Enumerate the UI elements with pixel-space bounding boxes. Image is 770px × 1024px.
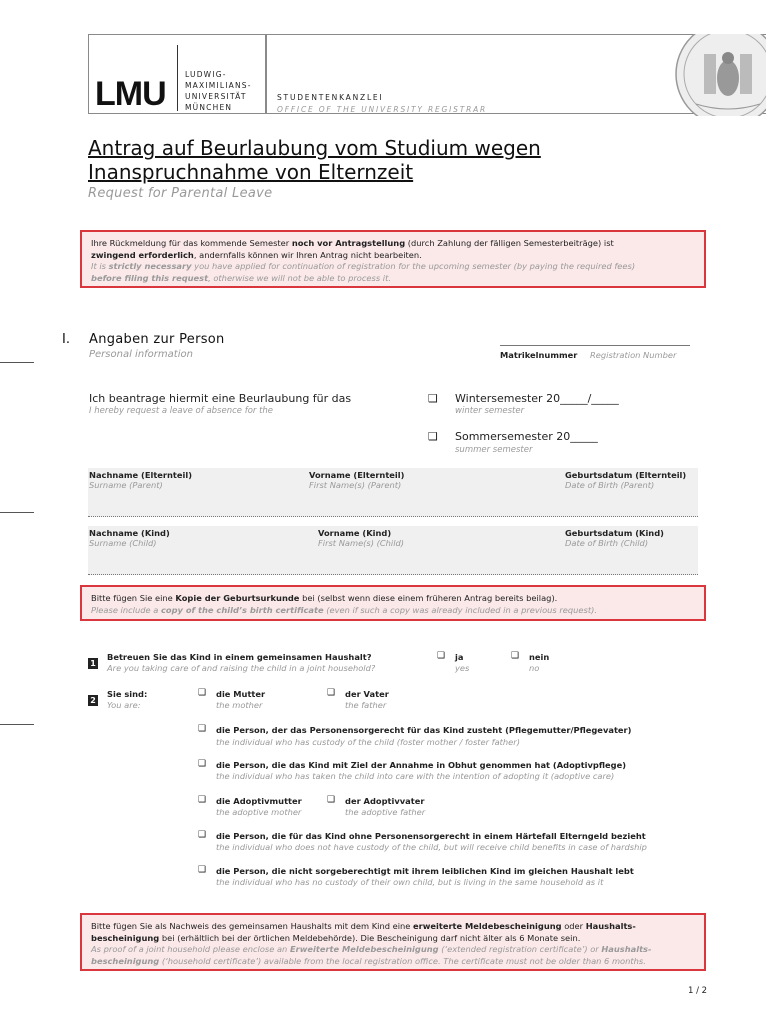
option-adoptive-care-label: die Person, die das Kind mit Ziel der Annahme in Obhut genommen hat (Adoptivpflege) [216, 760, 626, 770]
notice-birth-certificate: Bitte fügen Sie eine Kopie der Geburtsurkunde bei (selbst wenn diese einem früheren Antrag bereits beilag). Please include a copy of the child’s birth certificate (even if such a copy was already included in a previous request). [80, 585, 706, 621]
question-2-label: Sie sind: [107, 689, 148, 699]
question-2-number: 2 [88, 688, 98, 707]
matrikel-label: Matrikelnummer Registration Number [500, 350, 677, 360]
option-mother-checkbox[interactable]: ❑ [198, 688, 207, 698]
option-hardship-label-en: the individual who does not have custody of the child, but will receive child benefits in case of hardship [216, 842, 647, 852]
option-no-custody-label-en: the individual who has no custody of their own child, but is living in the same household as it [216, 877, 604, 887]
child-firstname-field[interactable]: Vorname (Kind) First Name(s) (Child) [318, 528, 405, 548]
form-subtitle: Request for Parental Leave [88, 186, 273, 201]
summer-semester-label: Sommersemester 20_____ [455, 430, 598, 443]
margin-fold-mark [0, 512, 34, 513]
winter-semester-checkbox[interactable]: ❑ [428, 392, 438, 405]
question-1-number: 1 [88, 651, 98, 670]
option-adoptive-father-label: der Adoptivvater [345, 796, 425, 806]
page-number: 1 / 2 [688, 986, 708, 996]
q1-yes-checkbox[interactable]: ❑ [437, 651, 446, 661]
summer-semester-label-en: summer semester [455, 445, 533, 455]
child-surname-field[interactable]: Nachname (Kind) Surname (Child) [89, 528, 170, 548]
q1-no-label-en: no [529, 663, 540, 673]
option-no-custody-label: die Person, die nicht sorgeberechtigt mit ihrem leiblichen Kind im gleichen Haushalt lebt [216, 866, 634, 876]
office-box [266, 34, 766, 114]
option-adoptive-father-label-en: the adoptive father [345, 807, 426, 817]
section-number: I. [62, 332, 70, 347]
question-1-label-en: Are you taking care of and raising the child in a joint household? [107, 663, 376, 673]
parent-firstname-field[interactable]: Vorname (Elternteil) First Name(s) (Parent) [309, 470, 405, 490]
option-custodian-label-en: the individual who has custody of the child (foster mother / foster father) [216, 737, 520, 747]
margin-fold-mark [0, 724, 34, 725]
office-name-de: STUDENTENKANZLEI [277, 93, 384, 102]
option-adoptive-mother-label-en: the adoptive mother [216, 807, 302, 817]
question-1-label: Betreuen Sie das Kind in einem gemeinsamen Haushalt? [107, 652, 372, 662]
matrikel-input-line[interactable] [500, 345, 690, 346]
university-seal-icon [666, 34, 766, 116]
option-adoptive-father-checkbox[interactable]: ❑ [327, 795, 336, 805]
parent-birthdate-field[interactable]: Geburtsdatum (Elternteil) Date of Birth (Parent) [565, 470, 687, 490]
winter-semester-label-en: winter semester [455, 406, 525, 416]
section-title: Angaben zur Person [89, 332, 225, 347]
notice-household-proof: Bitte fügen Sie als Nachweis des gemeinsamen Haushalts mit dem Kind eine erweiterte Meldebescheinigung oder Haushalts- bescheinigung bei (erhältlich bei der örtlichen Meldebehörde). Die Bescheinigung darf nicht älter als 6 Monate sein. As proof of a joint household please enclose an Erweiterte Meldebescheinigung (‘extended registration certificate’) or Haushalts- bescheinigung (‘household certificate’) available from the local registration office. The certificate must not be older than 6 months. [80, 913, 706, 971]
option-adoptive-mother-label: die Adoptivmutter [216, 796, 302, 806]
leave-request-label: Ich beantrage hiermit eine Beurlaubung für das [89, 392, 352, 405]
option-hardship-label: die Person, die für das Kind ohne Personensorgerecht in einem Härtefall Elterngeld bezieht [216, 831, 646, 841]
q1-yes-label-en: yes [455, 663, 470, 673]
notice-reregistration: Ihre Rückmeldung für das kommende Semester noch vor Antragstellung (durch Zahlung der fälligen Semesterbeiträge) ist zwingend erforderlich, andernfalls können wir Ihren Antrag nicht bearbeiten. It is strictly necessary you have applied for continuation of registration for the upcoming semester (by paying the required fees) before filing this request, otherwise we will not be able to process it. [80, 230, 706, 288]
option-adoptive-care-checkbox[interactable]: ❑ [198, 759, 207, 769]
office-name-en: OFFICE OF THE UNIVERSITY REGISTRAR [277, 105, 488, 114]
form-title: Antrag auf Beurlaubung vom Studium wegen Inanspruchnahme von Elternzeit [88, 136, 541, 184]
logo-divider [177, 45, 178, 111]
q1-no-checkbox[interactable]: ❑ [511, 651, 520, 661]
option-adoptive-care-label-en: the individual who has taken the child into care with the intention of adopting it (adoptive care) [216, 771, 615, 781]
option-father-checkbox[interactable]: ❑ [327, 688, 336, 698]
lmu-logo: LMU [95, 75, 166, 113]
option-father-label: der Vater [345, 689, 389, 699]
option-hardship-checkbox[interactable]: ❑ [198, 830, 207, 840]
option-father-label-en: the father [345, 700, 387, 710]
option-no-custody-checkbox[interactable]: ❑ [198, 865, 207, 875]
child-birthdate-field[interactable]: Geburtsdatum (Kind) Date of Birth (Child) [565, 528, 664, 548]
university-name: LUDWIG- MAXIMILIANS- UNIVERSITÄT MÜNCHEN [185, 70, 252, 112]
summer-semester-checkbox[interactable]: ❑ [428, 430, 438, 443]
question-2-label-en: You are: [107, 700, 141, 710]
option-mother-label: die Mutter [216, 689, 266, 699]
option-custodian-checkbox[interactable]: ❑ [198, 724, 207, 734]
option-mother-label-en: the mother [216, 700, 263, 710]
parent-surname-field[interactable]: Nachname (Elternteil) Surname (Parent) [89, 470, 193, 490]
q1-no-label: nein [529, 652, 550, 662]
lmu-logo-box [88, 34, 266, 114]
section-subtitle: Personal information [89, 349, 193, 360]
margin-fold-mark [0, 362, 34, 363]
winter-semester-label: Wintersemester 20_____/_____ [455, 392, 619, 405]
q1-yes-label: ja [455, 652, 464, 662]
option-custodian-label: die Person, der das Personensorgerecht für das Kind zusteht (Pflegemutter/Pflegevater) [216, 725, 632, 735]
option-adoptive-mother-checkbox[interactable]: ❑ [198, 795, 207, 805]
leave-request-label-en: I hereby request a leave of absence for the [89, 406, 274, 416]
